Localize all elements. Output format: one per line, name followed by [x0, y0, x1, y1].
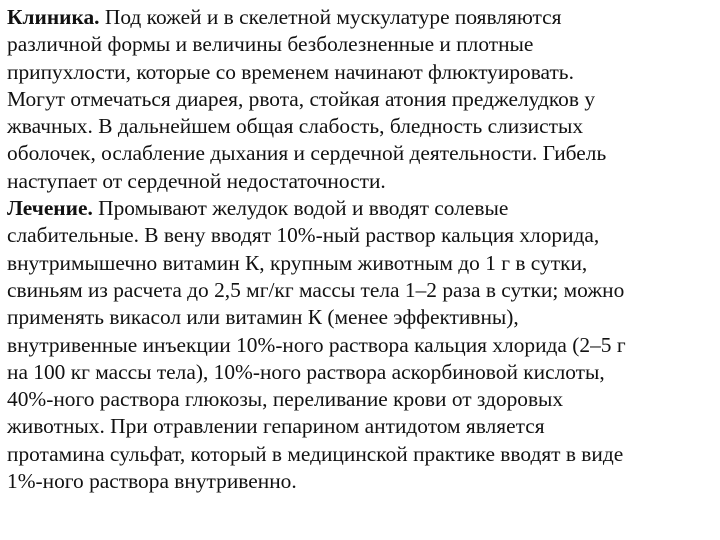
treatment-line: 40%-ного раствора глюкозы, переливание крови от здоровых — [7, 387, 564, 412]
treatment-line: применять викасол или витамин К (менее эффективны), — [7, 305, 519, 330]
treatment-line: слабительные. В вену вводят 10%-ный раствор кальция хлорида, — [7, 223, 600, 248]
document-text — [7, 4, 715, 495]
treatment-line: 1%-ного раствора внутривенно. — [7, 469, 297, 494]
clinic-line: оболочек, ослабление дыхания и сердечной деятельности. Гибель — [7, 141, 607, 166]
clinic-line: Под кожей и в скелетной мускулатуре появляются — [99, 5, 562, 29]
treatment-line: протамина сульфат, который в медицинской практике вводят в виде — [7, 441, 624, 466]
treatment-line: животных. При отравлении гепарином антидотом является — [7, 414, 545, 439]
treatment-line: Промывают желудок водой и вводят солевые — [92, 196, 509, 221]
clinic-line: различной формы и величины безболезненные и плотные — [7, 32, 534, 57]
text-line — [7, 4, 715, 31]
treatment-line: свиньям из расчета до 2,5 мг/кг массы тела 1–2 раза в сутки; можно — [7, 277, 625, 302]
treatment-line: на 100 кг массы тела), 10%-ного раствора аскорбиновой кислоты, — [7, 359, 605, 384]
treatment-heading: Лечение. — [7, 196, 93, 221]
treatment-line: внутривенные инъекции 10%-ного раствора кальция хлорида (2–5 г — [7, 332, 626, 357]
text-line — [7, 195, 715, 222]
treatment-line: внутримышечно витамин К, крупным животным до 1 г в сутки, — [7, 250, 588, 275]
clinic-line: наступает от сердечной недостаточности. — [7, 168, 386, 193]
clinic-line: припухлости, которые со временем начинают флюктуировать. — [7, 59, 574, 84]
clinic-line: жвачных. В дальнейшем общая слабость, бледность слизистых — [7, 114, 584, 139]
clinic-heading: Клиника. — [7, 5, 100, 29]
clinic-line: Могут отмечаться диарея, рвота, стойкая атония преджелудков у — [7, 86, 596, 111]
